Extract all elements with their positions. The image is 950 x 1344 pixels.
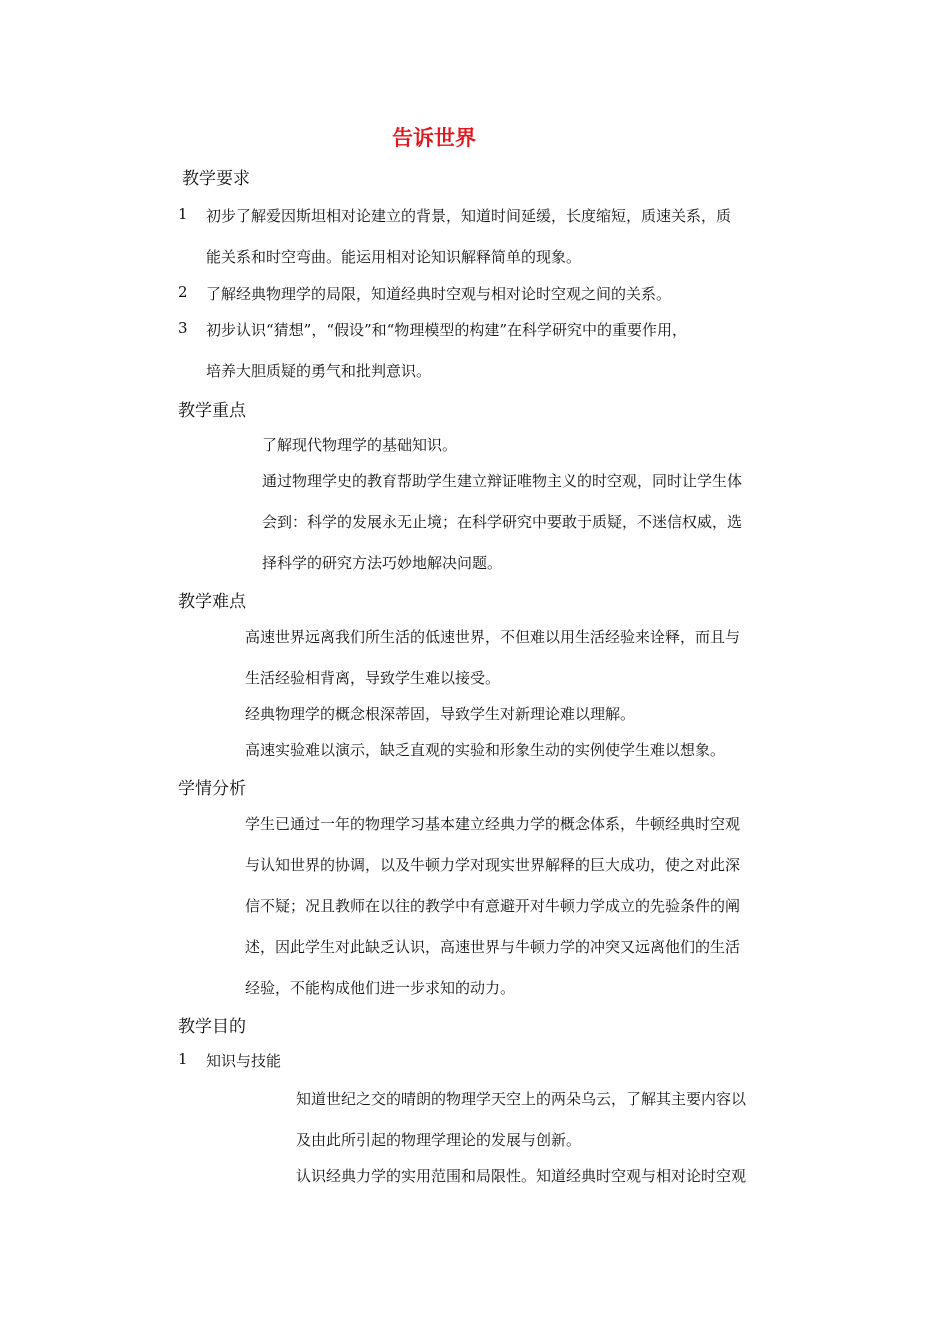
- requirement-line: 初步了解爱因斯坦相对论建立的背景，知道时间延缓，长度缩短，质速关系，质: [206, 207, 732, 225]
- objective-number: 1: [178, 1050, 188, 1068]
- section-heading-difficulties: 教学难点: [178, 592, 246, 612]
- requirement-line: 了解经典物理学的局限，知道经典时空观与相对论时空观之间的关系。: [206, 285, 672, 303]
- key-point-line: 通过物理学史的教育帮助学生建立辩证唯物主义的时空观，同时让学生体: [262, 472, 743, 490]
- analysis-line: 学生已通过一年的物理学习基本建立经典力学的概念体系，牛顿经典时空观: [245, 815, 741, 833]
- objective-line: 知道世纪之交的晴朗的物理学天空上的两朵乌云，了解其主要内容以: [296, 1090, 747, 1108]
- difficulty-line: 高速实验难以演示，缺乏直观的实验和形象生动的实例使学生难以想象。: [245, 741, 726, 759]
- section-heading-requirements: 教学要求: [182, 169, 250, 189]
- analysis-line: 与认知世界的协调，以及牛顿力学对现实世界解释的巨大成功，使之对此深: [245, 856, 741, 874]
- requirement-line: 能关系和时空弯曲。能运用相对论知识解释简单的现象。: [206, 248, 582, 266]
- requirement-number: 1: [178, 205, 188, 223]
- difficulty-line: 生活经验相背离，导致学生难以接受。: [245, 669, 501, 687]
- section-heading-objectives: 教学目的: [178, 1017, 246, 1037]
- objective-line: 认识经典力学的实用范围和局限性。知道经典时空观与相对论时空观: [296, 1167, 747, 1185]
- analysis-line: 述，因此学生对此缺乏认识，高速世界与牛顿力学的冲突又远离他们的生活: [245, 938, 741, 956]
- analysis-line: 经验，不能构成他们进一步求知的动力。: [245, 979, 516, 997]
- requirement-number: 3: [178, 319, 188, 337]
- objective-line: 及由此所引起的物理学理论的发展与创新。: [296, 1131, 582, 1149]
- requirement-line: 初步认识“猜想”，“假设”和“物理模型的构建”在科学研究中的重要作用，: [206, 321, 688, 339]
- section-heading-key-points: 教学重点: [178, 401, 246, 421]
- difficulty-line: 经典物理学的概念根深蒂固，导致学生对新理论难以理解。: [245, 705, 636, 723]
- analysis-line: 信不疑；况且教师在以往的教学中有意避开对牛顿力学成立的先验条件的阐: [245, 897, 741, 915]
- page-title: 告诉世界: [392, 125, 476, 150]
- requirement-line: 培养大胆质疑的勇气和批判意识。: [206, 362, 432, 380]
- section-heading-student-analysis: 学情分析: [178, 779, 246, 799]
- requirement-number: 2: [178, 283, 188, 301]
- key-point-line: 择科学的研究方法巧妙地解决问题。: [262, 554, 503, 572]
- difficulty-line: 高速世界远离我们所生活的低速世界，不但难以用生活经验来诠释，而且与: [245, 628, 741, 646]
- key-point-line: 会到：科学的发展永无止境；在科学研究中要敢于质疑，不迷信权威，选: [262, 513, 743, 531]
- key-point-line: 了解现代物理学的基础知识。: [262, 436, 458, 454]
- objective-label: 知识与技能: [206, 1052, 282, 1070]
